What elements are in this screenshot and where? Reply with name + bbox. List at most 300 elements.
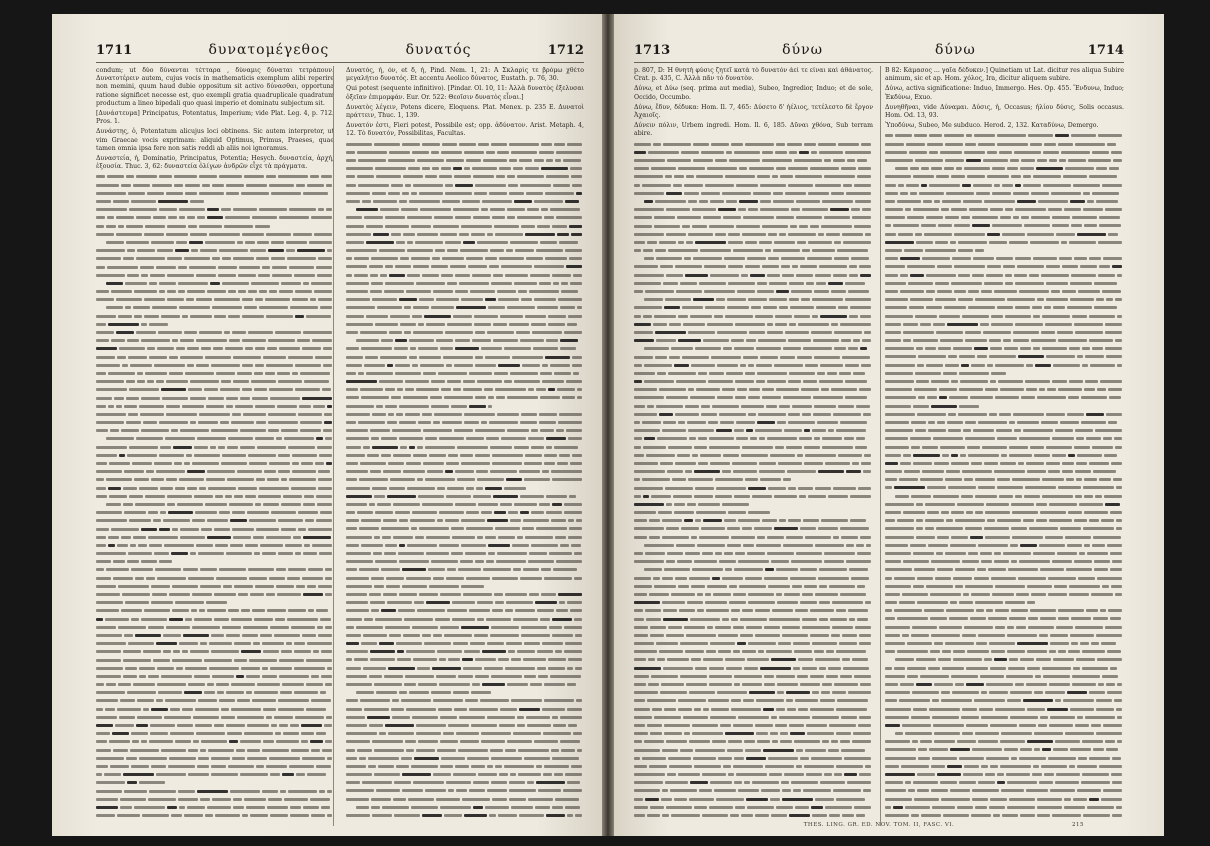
text-line (885, 362, 1124, 370)
text-line (885, 378, 1124, 386)
text-line (96, 255, 334, 263)
text-line (346, 738, 584, 746)
text-line (96, 444, 334, 452)
text-line (96, 624, 334, 632)
text-line (96, 182, 334, 190)
text-line (634, 665, 873, 673)
text-line (634, 804, 873, 812)
text-line (634, 198, 873, 206)
text-line (634, 329, 873, 337)
text-line (634, 550, 873, 558)
text-line (885, 353, 1124, 361)
text-line (634, 247, 873, 255)
text-line (346, 812, 584, 820)
text-line (885, 165, 1124, 173)
text-lines (634, 141, 873, 821)
text-line (96, 747, 334, 755)
text-line (346, 485, 584, 493)
text-line (634, 460, 873, 468)
text-line (346, 689, 584, 697)
paragraph: B 82: Κάμασος ... γαῖα δέδυκεν.] Quinetiam ut Lat. dicitur res aliqua Subire animum, sic et ap. Hom. χόλος, Ira, dicitur aliquem subire. (885, 67, 1124, 83)
text-line (346, 591, 584, 599)
text-line (634, 738, 873, 746)
left-column-1 (96, 67, 334, 825)
text-line (346, 411, 584, 419)
text-line (96, 321, 334, 329)
text-line (634, 173, 873, 181)
text-line (885, 386, 1124, 394)
text-line (96, 575, 334, 583)
text-line (346, 370, 584, 378)
text-line (96, 788, 334, 796)
text-line (96, 378, 334, 386)
text-line (96, 763, 334, 771)
text-line (346, 239, 584, 247)
text-line (634, 403, 873, 411)
text-line (346, 321, 584, 329)
text-line (634, 394, 873, 402)
text-line (346, 354, 584, 362)
text-line (96, 337, 334, 345)
text-line (346, 165, 584, 173)
text-line (885, 304, 1124, 312)
text-line (96, 550, 334, 558)
text-line (346, 280, 584, 288)
text-line (634, 263, 873, 271)
text-line (96, 632, 334, 640)
text-line (885, 525, 1124, 533)
right-column-2 (885, 67, 1124, 825)
text-lines (96, 173, 334, 820)
text-line (346, 796, 584, 804)
text-line (634, 141, 873, 149)
text-line (885, 452, 1124, 460)
text-line (96, 616, 334, 624)
text-line (96, 493, 334, 501)
header-word-left: δυνατομέγεθος (208, 42, 330, 58)
text-line (96, 591, 334, 599)
paragraph: Δύνειν πόλιν, Urbem ingredi. Hom. Il. 6, 185. Δῦναι χθόνα, Sub terram abire. (634, 122, 873, 138)
text-line (96, 583, 334, 591)
text-line (346, 575, 584, 583)
text-line (96, 173, 334, 181)
text-line (634, 501, 873, 509)
text-lines (346, 141, 584, 821)
text-line (96, 370, 334, 378)
text-line (346, 714, 584, 722)
header-word-right: δυνατός (405, 42, 472, 58)
text-line (346, 607, 584, 615)
text-line (96, 640, 334, 648)
text-line (634, 378, 873, 386)
text-line (885, 771, 1124, 779)
text-line (96, 681, 334, 689)
text-line (96, 722, 334, 730)
column-divider (333, 66, 334, 826)
paragraph: [Δυνάστευμα] Principatus, Potentatus, Imperium; vide Plat. Leg. 4, p. 712. Pros. 1. (96, 110, 334, 126)
text-line (885, 247, 1124, 255)
text-line (346, 329, 584, 337)
text-line (346, 263, 584, 271)
text-line (96, 648, 334, 656)
left-page (52, 14, 602, 836)
left-column-2 (346, 67, 584, 825)
text-line (346, 648, 584, 656)
text-line (885, 542, 1124, 550)
text-line (346, 624, 584, 632)
text-line (885, 746, 1124, 754)
right-page-columns (634, 67, 1124, 825)
paragraph: Qui potest (sequente infinitivo). [Pindar. Ol. 10, 11: Ἀλλὰ δυνατὸς ἐξελυσαι ὀξεῖαν ἐπιμομφάν. Eur. Or. 522: Θεοῖσιν δυνατὸς εἶναι.] (346, 85, 584, 101)
text-line (346, 272, 584, 280)
book-spread (52, 14, 1164, 836)
text-line (346, 206, 584, 214)
text-line (346, 198, 584, 206)
text-line (346, 313, 584, 321)
text-line (346, 362, 584, 370)
text-line (634, 599, 873, 607)
text-line (96, 599, 334, 607)
text-line (634, 411, 873, 419)
text-line (634, 149, 873, 157)
text-line (634, 321, 873, 329)
text-line (346, 493, 584, 501)
text-line (885, 575, 1124, 583)
text-line (634, 485, 873, 493)
paragraph: Δυνηθῆναι, vide Δύναμαι. Δύσις, ἡ, Occasus; ἡλίου δύσις, Solis occasus. Hom. Od. 13, 93. (885, 103, 1124, 120)
text-line (96, 231, 334, 239)
text-line (634, 190, 873, 198)
text-line (346, 558, 584, 566)
text-line (96, 288, 334, 296)
text-line (885, 403, 1124, 411)
text-line (346, 231, 584, 239)
page-footer (634, 822, 1124, 828)
text-line (96, 239, 334, 247)
text-line (346, 787, 584, 795)
text-line (346, 640, 584, 648)
paragraph: Δύνω, activa significatione: Induo, Immergo. Hes. Op. 455. Ἔνδυνω, Induo; Ἐκδύνω, Exuo. (885, 85, 1124, 101)
text-line (346, 583, 584, 591)
book-gutter (602, 14, 614, 836)
text-line (96, 689, 334, 697)
text-line (634, 787, 873, 795)
text-line (346, 214, 584, 222)
text-line (634, 681, 873, 689)
header-word-left: δύνω (782, 42, 824, 58)
text-line (885, 411, 1124, 419)
text-line (634, 239, 873, 247)
page-number-1711: 1711 (96, 43, 133, 58)
footer-page-number: 215 (1072, 822, 1084, 828)
header-word-right: δύνω (934, 42, 976, 58)
text-line (346, 534, 584, 542)
right-page (614, 14, 1164, 836)
text-line (634, 165, 873, 173)
text-line (96, 804, 334, 812)
text-line (634, 632, 873, 640)
text-line (634, 534, 873, 542)
text-line (634, 476, 873, 484)
text-line (885, 550, 1124, 558)
left-page-header (96, 42, 584, 63)
text-line (885, 656, 1124, 664)
text-line (96, 386, 334, 394)
text-line (885, 288, 1124, 296)
text-line (96, 542, 334, 550)
text-line (346, 288, 584, 296)
text-line (346, 656, 584, 664)
text-line (885, 272, 1124, 280)
text-line (346, 427, 584, 435)
text-line (634, 435, 873, 443)
text-line (885, 345, 1124, 353)
page-number-1713: 1713 (634, 43, 671, 58)
text-line (96, 304, 334, 312)
text-line (634, 386, 873, 394)
text-line (885, 779, 1124, 787)
paragraph: Ὑποδύνω, Subeo, Me subduco. Herod. 2, 132. Καταδύνω, Demergo. (885, 122, 1099, 130)
text-line (885, 337, 1124, 345)
text-line (96, 452, 334, 460)
paragraph: Δύνω, et Δύω (seq. prima aut media), Subeo, Ingredior, Induo; et de sole, Occido, Occumbo. (634, 85, 873, 101)
text-line (634, 706, 873, 714)
text-line (634, 452, 873, 460)
text-line (346, 542, 584, 550)
left-page-columns (96, 67, 584, 825)
text-line (96, 435, 334, 443)
text-line (885, 673, 1124, 681)
footer-signature: THES. LING. GR. ED. NOV. TOM. II, FASC. VI. (803, 822, 955, 828)
text-line (885, 648, 1124, 656)
text-line (96, 427, 334, 435)
text-line (885, 435, 1124, 443)
text-line (96, 812, 334, 820)
text-line (885, 697, 1124, 705)
text-line (634, 272, 873, 280)
text-line (634, 370, 873, 378)
text-line (346, 616, 584, 624)
text-line (634, 722, 873, 730)
text-line (96, 485, 334, 493)
text-line (885, 231, 1124, 239)
text-line (885, 206, 1124, 214)
text-line (346, 141, 584, 149)
text-line (634, 517, 873, 525)
text-line (96, 738, 334, 746)
text-line (885, 263, 1124, 271)
text-line (96, 345, 334, 353)
text-line (634, 288, 873, 296)
text-line (346, 444, 584, 452)
text-line (885, 681, 1124, 689)
text-line (346, 304, 584, 312)
page-number-1714: 1714 (1087, 43, 1124, 58)
text-line (346, 419, 584, 427)
text-line (634, 558, 873, 566)
text-line (96, 607, 334, 615)
text-line (346, 665, 584, 673)
text-line (346, 550, 584, 558)
text-line (885, 484, 1124, 492)
text-line (346, 632, 584, 640)
text-line (96, 706, 334, 714)
text-line (885, 607, 1124, 615)
text-line (96, 247, 334, 255)
text-line (885, 796, 1124, 804)
paragraph: Δύνω, ἔδυν, δέδυκα: Hom. Il. 7, 465: Δύσετο δ' ἠέλιος, τετέλεστο δὲ ἔργον Ἀχαιοῖς. (634, 103, 873, 120)
text-line (634, 231, 873, 239)
text-line (346, 386, 584, 394)
text-line (96, 272, 334, 280)
text-line (885, 444, 1124, 452)
text-line (346, 599, 584, 607)
text-line (634, 697, 873, 705)
text-line (885, 313, 1124, 321)
text-line (885, 738, 1124, 746)
text-line (96, 296, 334, 304)
text-line (634, 525, 873, 533)
text-line (346, 525, 584, 533)
text-line (96, 534, 334, 542)
text-line (885, 427, 1124, 435)
text-line (885, 804, 1124, 812)
text-line (634, 583, 873, 591)
text-line (346, 722, 584, 730)
text-line (346, 149, 584, 157)
text-line (346, 296, 584, 304)
text-line (96, 730, 334, 738)
text-line (885, 534, 1124, 542)
text-line (96, 264, 334, 272)
text-line (346, 681, 584, 689)
text-line (634, 206, 873, 214)
text-line (634, 354, 873, 362)
text-line (885, 157, 1124, 165)
text-line (96, 501, 334, 509)
text-line (634, 812, 873, 820)
text-line (634, 362, 873, 370)
text-line (634, 542, 873, 550)
text-line (96, 403, 334, 411)
text-line (96, 476, 334, 484)
text-line (346, 223, 584, 231)
text-line (885, 517, 1124, 525)
text-line (96, 313, 334, 321)
text-line (346, 804, 584, 812)
text-line (885, 632, 1124, 640)
text-line (96, 566, 334, 574)
text-line (96, 460, 334, 468)
text-line (885, 714, 1124, 722)
text-line (885, 149, 1124, 157)
text-line (885, 640, 1124, 648)
text-line (346, 763, 584, 771)
text-line (885, 558, 1124, 566)
text-line (346, 730, 584, 738)
text-line (634, 255, 873, 263)
paragraph: Δυνατὸς λέγειν, Potens dicere, Eloquens. Plat. Menex. p. 235 E. Δυνατοὶ πράττειν, Thuc. 1, 139. (346, 103, 584, 120)
text-line (885, 615, 1124, 623)
text-line (96, 771, 334, 779)
text-line (885, 624, 1124, 632)
text-line (96, 214, 334, 222)
text-line (885, 255, 1124, 263)
text-line (885, 583, 1124, 591)
text-line (885, 763, 1124, 771)
text-line (96, 657, 334, 665)
text-line (634, 714, 873, 722)
text-line (634, 280, 873, 288)
text-line (885, 460, 1124, 468)
text-line (634, 607, 873, 615)
text-line (885, 321, 1124, 329)
text-line (634, 304, 873, 312)
text-line (634, 591, 873, 599)
text-line (346, 476, 584, 484)
text-line (885, 141, 1124, 149)
right-column-1 (634, 67, 873, 825)
text-line (96, 558, 334, 566)
text-line (885, 501, 1124, 509)
text-line (634, 214, 873, 222)
text-line (885, 190, 1124, 198)
text-line (885, 599, 1124, 607)
text-line (346, 468, 584, 476)
text-line (346, 394, 584, 402)
text-line (96, 517, 334, 525)
text-line (96, 796, 334, 804)
text-line (96, 755, 334, 763)
text-line (346, 566, 584, 574)
text-line (885, 280, 1124, 288)
text-line (885, 296, 1124, 304)
text-line (885, 476, 1124, 484)
text-line (346, 173, 584, 181)
text-line (634, 648, 873, 656)
text-line (885, 419, 1124, 427)
text-line (634, 444, 873, 452)
text-line (346, 345, 584, 353)
column-divider (880, 66, 881, 826)
text-line (96, 411, 334, 419)
text-line (346, 501, 584, 509)
paragraph: p. 807, D: Ἡ θνητὴ φύσις ζητεῖ κατὰ τὸ δυνατὸν ἀεί τε εἶναι καὶ ἀθάνατος. Crat. p. 435, C. Ἀλλὰ πᾶν τὸ δυνατὸν. (634, 67, 873, 83)
page-number-1712: 1712 (547, 43, 584, 58)
text-line (96, 354, 334, 362)
text-line (96, 190, 334, 198)
text-line (96, 665, 334, 673)
text-line (885, 182, 1124, 190)
text-line (96, 714, 334, 722)
text-line (634, 427, 873, 435)
text-line (96, 223, 334, 231)
text-line (885, 566, 1124, 574)
text-line (346, 452, 584, 460)
text-line (634, 640, 873, 648)
text-line (96, 329, 334, 337)
text-line (346, 190, 584, 198)
text-line (634, 223, 873, 231)
text-line (346, 157, 584, 165)
text-line (634, 796, 873, 804)
text-line (96, 280, 334, 288)
text-line (634, 673, 873, 681)
text-line (346, 517, 584, 525)
text-line (885, 812, 1124, 820)
text-line (634, 763, 873, 771)
text-line (634, 616, 873, 624)
